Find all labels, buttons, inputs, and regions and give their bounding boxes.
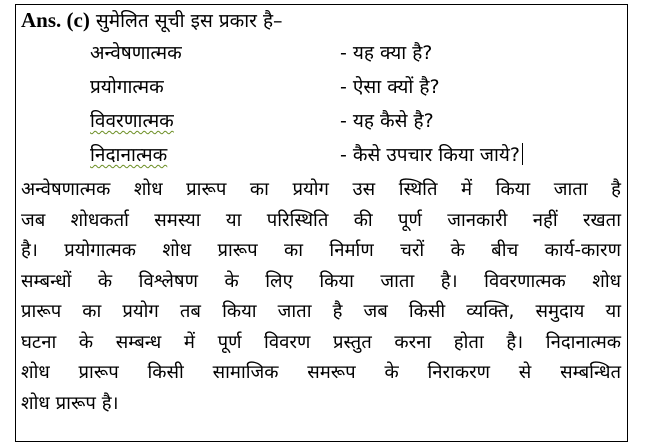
matched-list [90, 39, 620, 175]
list-description-text: - कैसे उपचार किया जाये? [340, 144, 520, 166]
paragraph-line: शोध प्रारूप किसी सामाजिक समरूप के निराकरण से सम्बन्धित [21, 362, 621, 383]
explanation-paragraph [21, 175, 621, 419]
list-description [340, 141, 523, 167]
list-term: अन्वेषणात्मक [90, 42, 182, 64]
list-item [90, 107, 620, 141]
text-cursor [522, 143, 523, 165]
paragraph-line: प्रारूप का प्रयोग तब किया जाता है जब किसी व्यक्ति, समुदाय या [21, 301, 621, 322]
answer-label: Ans. (c) [21, 8, 90, 32]
list-description: - ऐसा क्यों है? [340, 76, 440, 98]
intro-text: सुमेलित सूची इस प्रकार है– [95, 10, 283, 32]
paragraph-line: घटना के सम्बन्ध में पूर्ण विवरण प्रस्तुत करना होता है। निदानात्मक [21, 331, 621, 353]
paragraph-line: जब शोधकर्ता समस्या या परिस्थिति की पूर्ण जानकारी नहीं रखता [21, 209, 621, 231]
list-term: निदानात्मक [90, 144, 168, 166]
paragraph-line: शोध प्रारूप है। [21, 392, 119, 414]
list-item [90, 39, 620, 73]
paragraph-line: सम्बन्धों के विश्लेषण के लिए किया जाता है। विवरणात्मक शोध [21, 270, 621, 292]
paragraph-line: अन्वेषणात्मक शोध प्रारूप का प्रयोग उस स्थिति में किया जाता है [21, 179, 621, 200]
list-term: विवरणात्मक [90, 110, 174, 132]
paragraph-line: है। प्रयोगात्मक शोध प्रारूप का निर्माण चरों के बीच कार्य-कारण [21, 240, 621, 261]
list-item [90, 141, 620, 175]
answer-heading [21, 7, 283, 33]
list-description: - यह क्या है? [340, 42, 433, 64]
answer-box [15, 4, 628, 442]
list-item [90, 73, 620, 107]
list-description: - यह कैसे है? [340, 110, 434, 132]
list-term: प्रयोगात्मक [90, 76, 164, 98]
